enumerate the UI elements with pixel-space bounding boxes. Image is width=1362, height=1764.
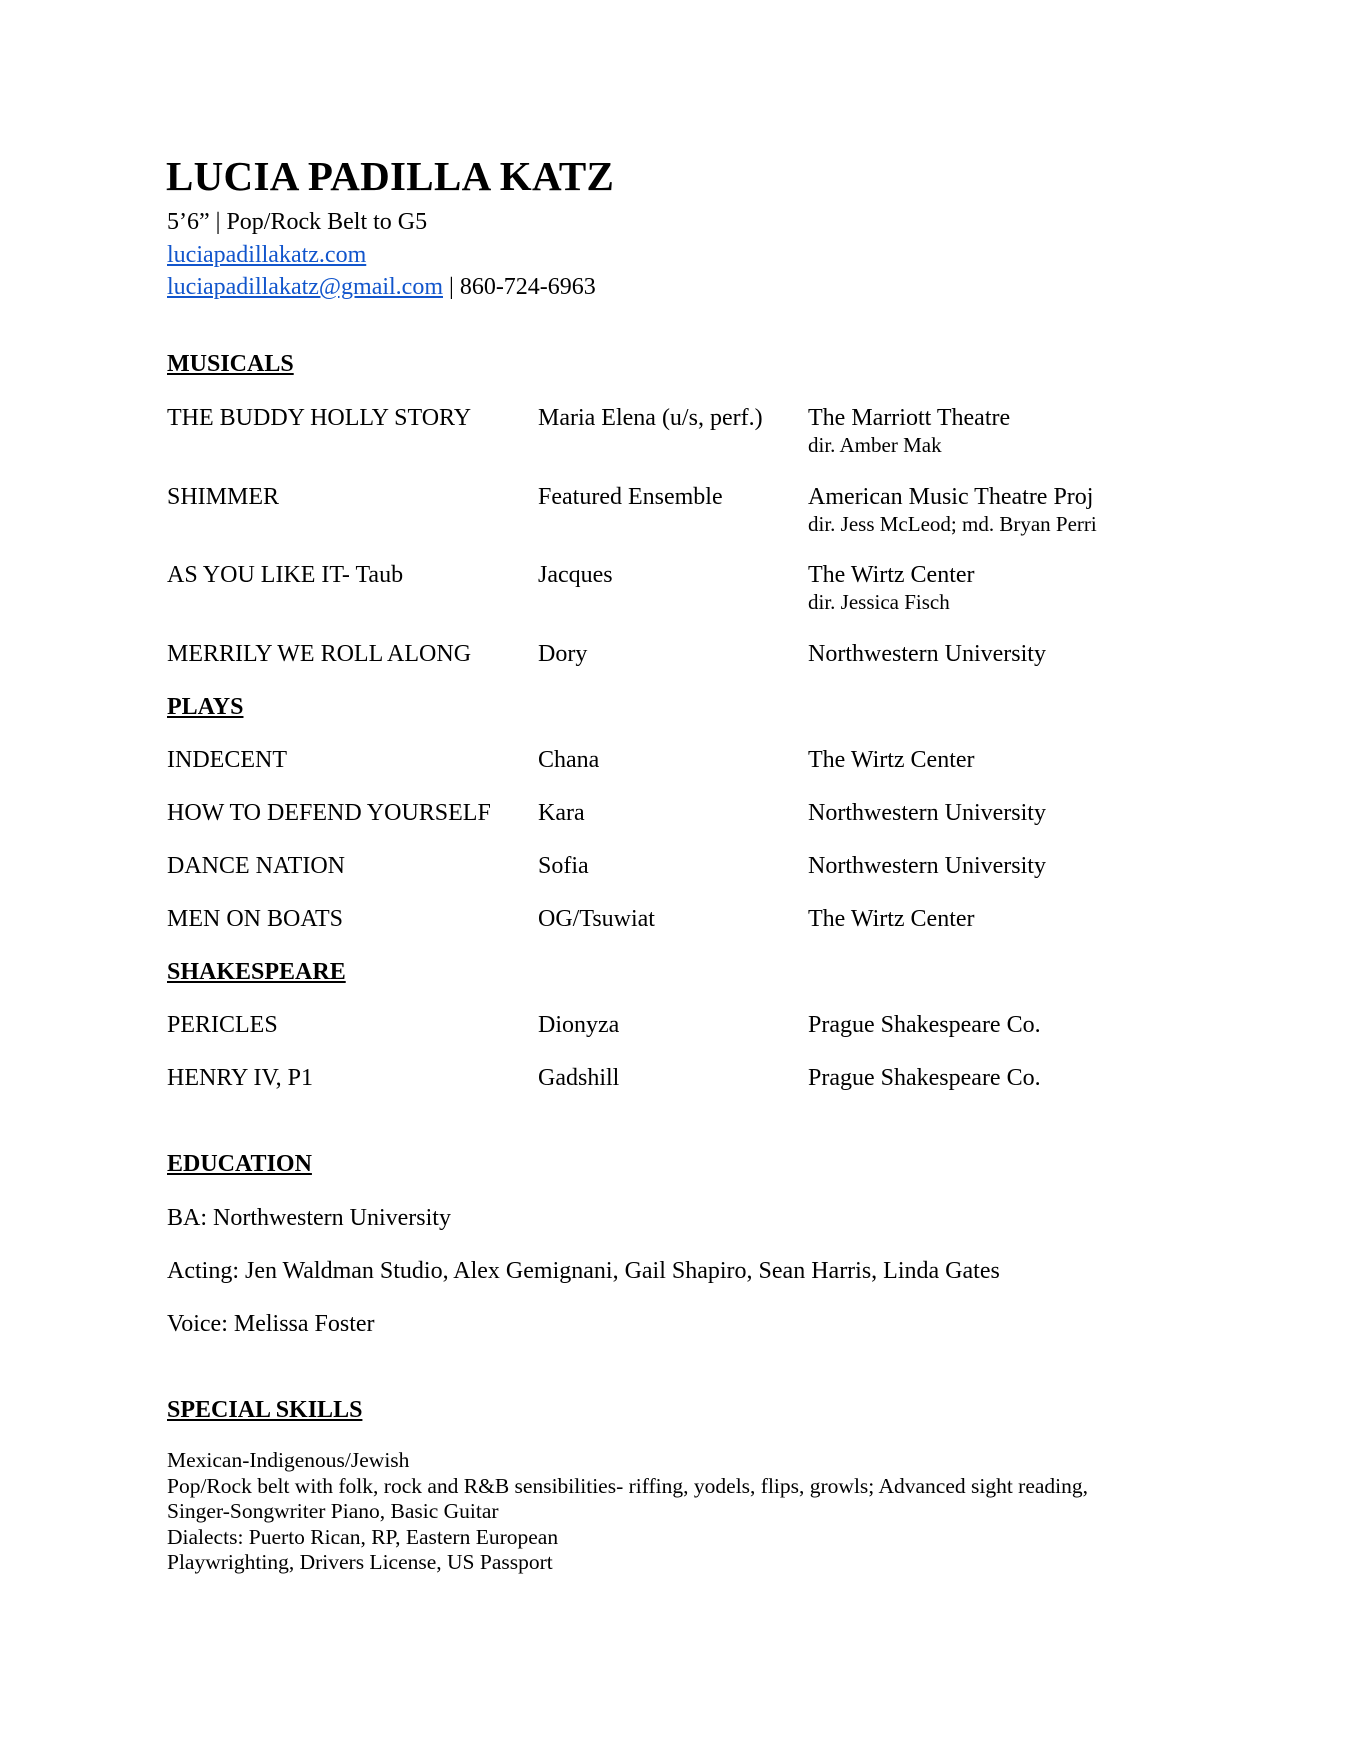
- credit-row: [167, 405, 1307, 465]
- credit-row: [167, 484, 1307, 544]
- phone-number: 860-724-6963: [459, 274, 596, 300]
- role: Gadshill: [538, 1065, 620, 1091]
- show-title: MEN ON BOATS: [167, 906, 344, 932]
- education-degree: BA: Northwestern University: [167, 1205, 451, 1231]
- venue: Northwestern University: [808, 853, 1046, 879]
- show-title: MERRILY WE ROLL ALONG: [167, 641, 472, 667]
- director-credit: dir. Jessica Fisch: [808, 590, 950, 614]
- credit-row: [167, 906, 1307, 966]
- section-heading-education: EDUCATION: [167, 1151, 312, 1177]
- credit-row: [167, 800, 1307, 860]
- phone-separator: |: [443, 274, 460, 300]
- director-credit: dir. Amber Mak: [808, 433, 942, 457]
- show-title: PERICLES: [167, 1012, 278, 1038]
- role: Featured Ensemble: [538, 484, 723, 510]
- show-title: AS YOU LIKE IT- Taub: [167, 562, 404, 588]
- website-link[interactable]: luciapadillakatz.com: [167, 242, 367, 268]
- venue: Prague Shakespeare Co.: [808, 1012, 1041, 1038]
- contact-line: [167, 274, 596, 301]
- venue: The Marriott Theatre: [808, 405, 1011, 431]
- credit-row: [167, 641, 1307, 701]
- venue: Northwestern University: [808, 641, 1046, 667]
- director-credit: dir. Jess McLeod; md. Bryan Perri: [808, 512, 1097, 536]
- venue: The Wirtz Center: [808, 562, 975, 588]
- education-voice: Voice: Melissa Foster: [167, 1311, 375, 1337]
- performer-name: LUCIA PADILLA KATZ: [166, 153, 615, 199]
- education-acting: Acting: Jen Waldman Studio, Alex Gemignani, Gail Shapiro, Sean Harris, Linda Gates: [167, 1258, 1000, 1284]
- venue: American Music Theatre Proj: [808, 484, 1094, 510]
- credit-row: [167, 747, 1307, 807]
- role: Chana: [538, 747, 600, 773]
- show-title: DANCE NATION: [167, 853, 345, 879]
- venue: Prague Shakespeare Co.: [808, 1065, 1041, 1091]
- section-heading-shakespeare: SHAKESPEARE: [167, 959, 346, 985]
- credit-row: [167, 1065, 1307, 1125]
- show-title: HOW TO DEFEND YOURSELF: [167, 800, 491, 826]
- credit-row: [167, 1012, 1307, 1072]
- credit-row: [167, 853, 1307, 913]
- venue: The Wirtz Center: [808, 906, 975, 932]
- role: Jacques: [538, 562, 613, 588]
- venue: The Wirtz Center: [808, 747, 975, 773]
- role: Dory: [538, 641, 588, 667]
- show-title: THE BUDDY HOLLY STORY: [167, 405, 472, 431]
- section-heading-musicals: MUSICALS: [167, 351, 294, 377]
- role: OG/Tsuwiat: [538, 906, 655, 932]
- credit-row: [167, 562, 1307, 622]
- show-title: INDECENT: [167, 747, 287, 773]
- special-skills-list: [167, 1448, 1088, 1576]
- skill-line: Dialects: Puerto Rican, RP, Eastern European: [167, 1524, 559, 1549]
- venue: Northwestern University: [808, 800, 1046, 826]
- skill-line: Playwrighting, Drivers License, US Passport: [167, 1550, 553, 1574]
- role: Maria Elena (u/s, perf.): [538, 405, 763, 431]
- skill-line: Pop/Rock belt with folk, rock and R&B sensibilities- riffing, yodels, flips, growls; Advanced sight reading,: [167, 1473, 1089, 1498]
- skill-line: Singer-Songwriter Piano, Basic Guitar: [167, 1499, 499, 1523]
- role: Sofia: [538, 853, 589, 879]
- skill-line: Mexican-Indigenous/Jewish: [167, 1448, 410, 1472]
- show-title: HENRY IV, P1: [167, 1065, 314, 1091]
- section-heading-plays: PLAYS: [167, 694, 244, 720]
- height-vocal-range: 5’6” | Pop/Rock Belt to G5: [167, 209, 428, 235]
- email-link[interactable]: luciapadillakatz@gmail.com: [167, 274, 443, 300]
- role: Dionyza: [538, 1012, 620, 1038]
- website-line: [167, 242, 366, 269]
- section-heading-special-skills: SPECIAL SKILLS: [167, 1397, 363, 1423]
- role: Kara: [538, 800, 585, 826]
- show-title: SHIMMER: [167, 484, 280, 510]
